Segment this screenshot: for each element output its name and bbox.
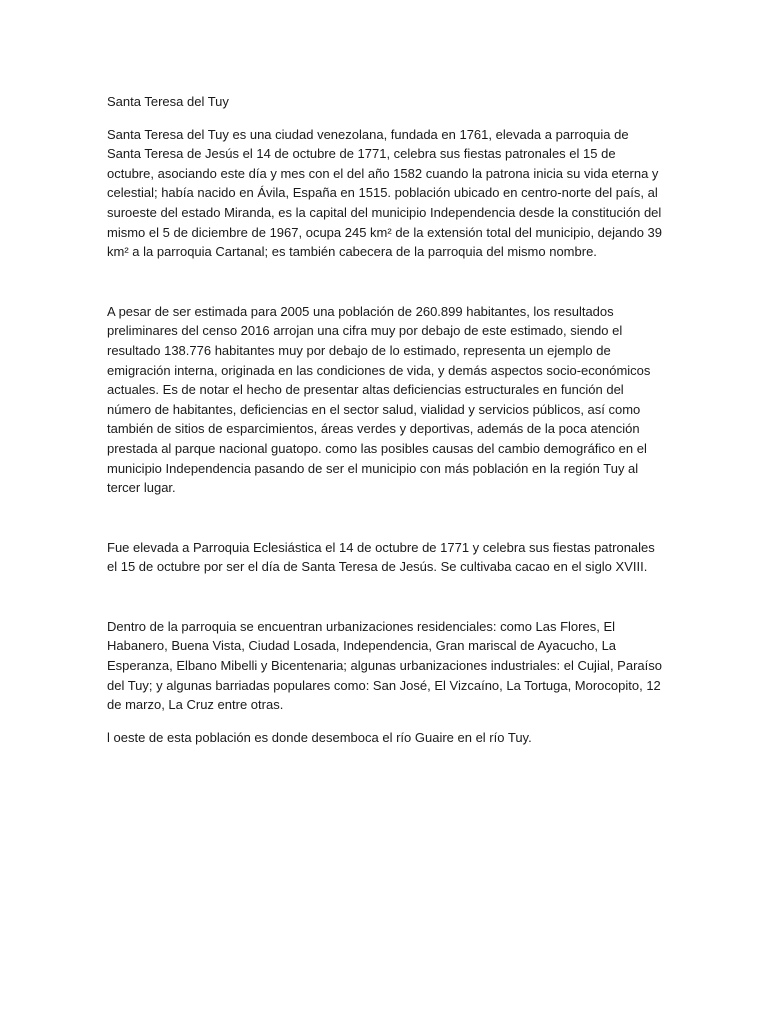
paragraph-rivers: l oeste de esta población es donde desemboca el río Guaire en el río Tuy. xyxy=(107,729,532,745)
paragraph-urbanizations: Dentro de la parroquia se encuentran urbanizaciones residenciales: como Las Flores, El Habanero, Buena Vista, Ciudad Losada, Independencia, Gran mariscal de Ayacucho, La Esperanza, Elbano Mibelli y Bicentenaria; algunas urbanizaciones industriales: el Cujial, Paraíso del Tuy; y algunas barriadas populares como: San José, El Vizcaíno, La Tortuga, Morocopito, 12 de marzo, La Cruz entre otras. xyxy=(107,618,662,713)
paragraph-parish: Fue elevada a Parroquia Eclesiástica el 14 de octubre de 1771 y celebra sus fiestas patronales el 15 de octubre por ser el día de Santa Teresa de Jesús. Se cultivaba cacao en el siglo XVIII. xyxy=(107,539,655,575)
document-page xyxy=(107,92,662,747)
paragraph-population: A pesar de ser estimada para 2005 una población de 260.899 habitantes, los resultados preliminares del censo 2016 arrojan una cifra muy por debajo de este estimado, siendo el resultado 138.776 habitantes muy por debajo de lo estimado, representa un ejemplo de emigración interna, originada en las condiciones de vida, y demás aspectos socio-económicos actuales. Es de notar el hecho de presentar altas deficiencias estructurales en función del número de habitantes, deficiencias en el sector salud, vialidad y servicios públicos, así como también de sitios de esparcimientos, áreas verdes y deportivas, además de la poca atención prestada al parque nacional guatopo. como las posibles causas del cambio demográfico en el municipio Independencia pasando de ser el municipio con más población en la región Tuy al tercer lugar. xyxy=(107,303,651,496)
paragraph-history: Santa Teresa del Tuy es una ciudad venezolana, fundada en 1761, elevada a parroquia de Santa Teresa de Jesús el 14 de octubre de 1771, celebra sus fiestas patronales el 15 de octubre, asociando este día y mes con el del año 1582 cuando la patrona inicia su vida eterna y celestial; había nacido en Ávila, España en 1515. población ubicado en centro-norte del país, al suroeste del estado Miranda, es la capital del municipio Independencia desde la constitución del mismo el 5 de diciembre de 1967, ocupa 245 km² de la extensión total del municipio, dejando 39 km² a la parroquia Cartanal; es también cabecera de la parroquia del mismo nombre. xyxy=(107,126,663,260)
document-title: Santa Teresa del Tuy xyxy=(107,94,229,109)
